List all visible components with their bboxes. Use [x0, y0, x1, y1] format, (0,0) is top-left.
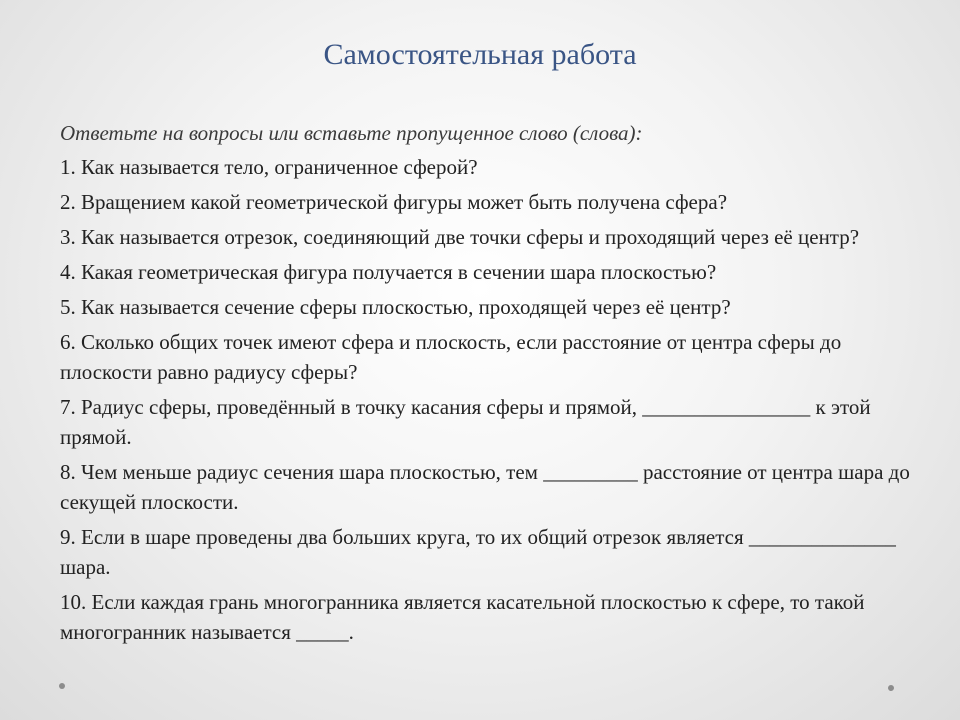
bullet-dot-icon	[888, 685, 894, 691]
slide-content	[60, 120, 910, 652]
question-10: 10. Если каждая грань многогранника является касательной плоскостью к сфере, то такой многогранник называется _____.	[60, 590, 865, 644]
question-9: 9. Если в шаре проведены два больших круга, то их общий отрезок является ______________ шара.	[60, 525, 896, 579]
question-3: 3. Как называется отрезок, соединяющий две точки сферы и проходящий через её центр?	[60, 225, 860, 249]
instructions-text: Ответьте на вопросы или вставьте пропущенное слово (слова):	[60, 121, 643, 145]
question-1: 1. Как называется тело, ограниченное сферой?	[60, 155, 478, 179]
bullet-dot-icon	[59, 683, 65, 689]
slide-title: Самостоятельная работа	[323, 38, 637, 71]
question-7: 7. Радиус сферы, проведённый в точку касания сферы и прямой, ________________ к этой прямой.	[60, 395, 871, 449]
question-5: 5. Как называется сечение сферы плоскостью, проходящей через её центр?	[60, 295, 731, 319]
question-6: 6. Сколько общих точек имеют сфера и плоскость, если расстояние от центра сферы до плоскости равно радиусу сферы?	[60, 330, 842, 384]
question-2: 2. Вращением какой геометрической фигуры может быть получена сфера?	[60, 190, 728, 214]
question-4: 4. Какая геометрическая фигура получается в сечении шара плоскостью?	[60, 260, 717, 284]
question-8: 8. Чем меньше радиус сечения шара плоскостью, тем _________ расстояние от центра шара до секущей плоскости.	[60, 460, 910, 514]
